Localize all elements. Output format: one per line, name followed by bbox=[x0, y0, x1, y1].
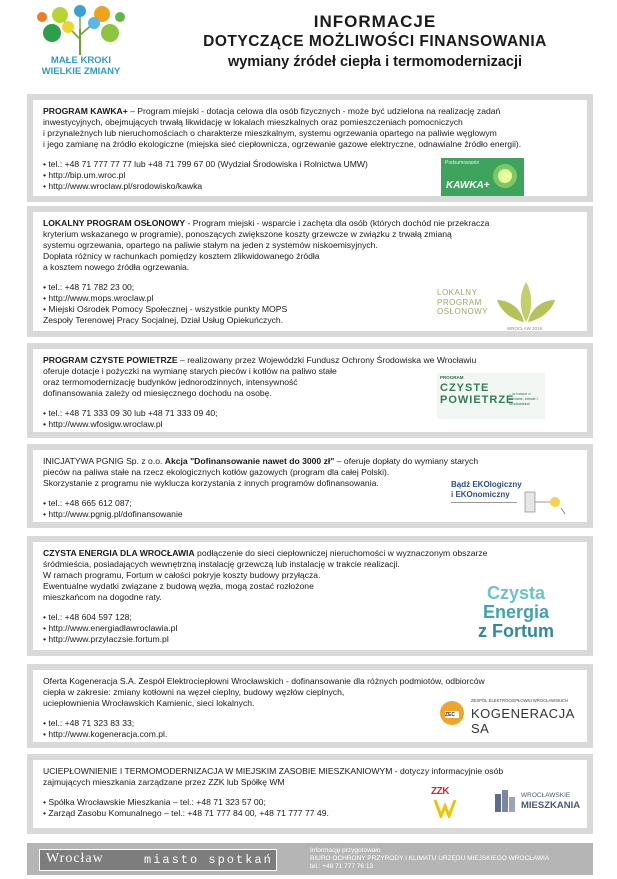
lpo-desc-5: a kosztem nowego źródła ogrzewania. bbox=[43, 262, 190, 272]
card-czysta-energia bbox=[27, 536, 593, 656]
kogeneracja-badge bbox=[439, 698, 579, 736]
pgnig-desc-2: pieców na paliwa stałe na rzecz ekologicznych kotłów gazowych (program dla całej Polski). bbox=[43, 467, 390, 477]
pgnig-badge-line-1: Bądź EKOlogiczny bbox=[451, 480, 522, 489]
zzk-logo-icon bbox=[433, 798, 457, 818]
fortum-badge-line-3: z Fortum bbox=[478, 621, 554, 641]
kawka-link-wroclaw[interactable]: • http://www.wroclaw.pl/srodowisko/kawka bbox=[43, 181, 203, 191]
czyste-desc-2: oferuje dotacje i pożyczki na wymianę starych pieców i kotłów na paliwo stałe bbox=[43, 366, 337, 376]
energia-title: CZYSTA ENERGIA DLA WROCŁAWIA bbox=[43, 548, 195, 558]
pgnig-action-title: Akcja "Dofinansowanie nawet do 3000 zł" bbox=[164, 456, 335, 466]
pgnig-tel: • tel.: +48 665 612 087; bbox=[43, 498, 132, 508]
fortum-badge-line-1: Czysta bbox=[486, 583, 546, 603]
footer-info-3: tel.: +48 71 777 76 13 bbox=[310, 863, 374, 870]
energia-tel: • tel.: +48 604 597 128; bbox=[43, 612, 132, 622]
footer-motto: miasto spotkań bbox=[144, 853, 273, 867]
lpo-link-mops[interactable]: • http://www.mops.wroclaw.pl bbox=[43, 293, 154, 303]
kawka-badge-name: KAWKA+ bbox=[446, 180, 490, 191]
kogeneracja-badge-small: ZESPÓŁ ELEKTROCIEPŁOWNI WROCŁAWSKICH bbox=[471, 698, 568, 703]
kawka-badge-top: Podsumowanie bbox=[445, 160, 480, 166]
kawka-link-bip[interactable]: • http://bip.um.wroc.pl bbox=[43, 170, 126, 180]
kogeneracja-badge-name: KOGENERACJA SA bbox=[471, 706, 575, 736]
pgnig-pre: INICJATYWA PGNIG Sp. z o.o. bbox=[43, 456, 165, 466]
czyste-title: PROGRAM CZYSTE POWIETRZE bbox=[43, 355, 178, 365]
wm-badge bbox=[493, 786, 589, 820]
logo-line-2: WIELKIE ZMIANY bbox=[41, 66, 121, 77]
campaign-logo bbox=[22, 5, 140, 95]
lpo-tel: • tel.: +48 71 782 23 00; bbox=[43, 282, 135, 292]
energia-desc-1: podłączenie do sieci ciepłowniczej nieruchomości w wyznaczonym obszarze bbox=[194, 548, 488, 558]
footer-info-1: Informację przygotowało bbox=[310, 847, 381, 854]
kawka-title: PROGRAM KAWKA+ bbox=[43, 106, 128, 116]
lpo-badge bbox=[437, 272, 567, 334]
zzk-desc-2: zajmujących mieszkania zarządzane przez ZZK lub Spółkę WM bbox=[43, 777, 285, 787]
energia-link-2[interactable]: • http://www.przylaczsie.fortum.pl bbox=[43, 634, 169, 644]
card-zasob-mieszkaniowy bbox=[27, 754, 593, 834]
zzk-badge-text: ZZK bbox=[431, 786, 449, 797]
czyste-tel: • tel.: +48 71 333 09 30 lub +48 71 333 09 40; bbox=[43, 408, 218, 418]
kawka-badge bbox=[441, 158, 524, 196]
card-czyste-powietrze bbox=[27, 343, 593, 438]
zzk-badge bbox=[429, 786, 465, 820]
card-lokalny-program bbox=[27, 206, 593, 337]
pgnig-desc-3: Skorzystanie z programu nie wyklucza korzystania z innych programów dofinansowania. bbox=[43, 478, 379, 488]
lpo-badge-line-2: PROGRAM bbox=[437, 297, 482, 307]
lpo-org-1: • Miejski Ośrodek Pomocy Społecznej - wszystkie punkty MOPS bbox=[43, 304, 288, 314]
wm-building-icon bbox=[493, 788, 517, 814]
lpo-desc-2: kryterium wskazanego w programie), ponoszących zwiększone koszty grzewcze w związku z trwałą zmianą bbox=[43, 229, 452, 239]
lpo-desc-3: systemu ogrzewania, opartego na paliwie stałym na jeden z systemów niskoemisyjnych. bbox=[43, 240, 378, 250]
zec-mark: ZEC bbox=[445, 712, 455, 718]
card-kogeneracja bbox=[27, 664, 593, 748]
kogeneracja-link[interactable]: • http://www.kogeneracja.com.pl. bbox=[43, 729, 168, 739]
page-title bbox=[150, 12, 600, 72]
tree-logo-icon bbox=[22, 5, 140, 57]
czyste-badge bbox=[437, 373, 545, 419]
logo-line-1: MAŁE KROKI bbox=[50, 55, 112, 66]
leaves-icon bbox=[495, 280, 557, 324]
kogeneracja-desc-2: ciepła w zakresie: zmiany kotłowni na węzeł cieplny, budowy węzłów cieplnych, bbox=[43, 687, 345, 697]
fortum-badge-line-2: Energia bbox=[482, 602, 550, 622]
kawka-flame-icon bbox=[491, 162, 519, 190]
kogeneracja-desc-1: Oferta Kogeneracja S.A. Zespół Elektrociepłowni Wrocławskich - dofinansowanie dla różnych podmiotów, odbiorców bbox=[43, 676, 485, 686]
czyste-badge-line-2: POWIETRZE bbox=[440, 394, 515, 406]
czyste-link-wfos[interactable]: • http://www.wfosigw.wroclaw.pl bbox=[43, 419, 163, 429]
title-line-2: DOTYCZĄCE MOŻLIWOŚCI FINANSOWANIA bbox=[203, 33, 547, 50]
wroclaw-brand bbox=[39, 849, 277, 871]
energia-desc-2: śródmieścia, posiadających wewnętrzną instalację grzewczą lub instalację w trakcie realizacji. bbox=[43, 559, 400, 569]
kawka-desc-4: i jego zamianę na źródło ekologiczne (miejska sieć ciepłownicza, ogrzewanie gazowe elektryczne, odnawialne źródło energii). bbox=[43, 139, 522, 149]
energia-desc-5: mieszkańcom na dogodne raty. bbox=[43, 592, 162, 602]
czyste-badge-tag: – w trosce o zdrowie, klimat i środowisko! bbox=[509, 391, 538, 406]
energia-link-1[interactable]: • http://www.energiadlawroclawia.pl bbox=[43, 623, 178, 633]
footer-info-2: BIURO OCHRONY PRZYRODY I KLIMATU URZĘDU MIEJSKIEGO WROCŁAWIA bbox=[310, 855, 550, 862]
czyste-badge-line-1: CZYSTE bbox=[440, 382, 490, 394]
energia-desc-4: Ewentualne wydatki związane z budową węzła, mogą zostać rozłożone bbox=[43, 581, 314, 591]
footer bbox=[27, 843, 593, 875]
lpo-title: LOKALNY PROGRAM OSŁONOWY bbox=[43, 218, 186, 228]
zzk-item-1: • Spółka Wrocławskie Mieszkania – tel.: +48 71 323 57 00; bbox=[43, 797, 266, 807]
card-pgnig bbox=[27, 444, 593, 528]
pgnig-desc-1: – oferuje dopłaty do wymiany starych bbox=[334, 456, 479, 466]
kawka-desc-2: inwestycyjnych, obejmujących trwałą likwidację w lokalach mieszkalnych oraz pomieszczeniach pomocniczych bbox=[43, 117, 463, 127]
fortum-badge bbox=[461, 584, 571, 648]
lpo-desc-4: Dopłata różnicy w rachunkach pomiędzy kosztem zlikwidowanego źródła bbox=[43, 251, 320, 261]
lpo-badge-year: WROCŁAW 2016 bbox=[507, 326, 543, 331]
czyste-desc-1: – realizowany przez Wojewódzki Fundusz Ochrony Środowiska we Wrocławiu bbox=[177, 355, 477, 365]
title-line-1: INFORMACJE bbox=[313, 12, 437, 31]
czyste-desc-3: oraz termomodernizację budynków jednorodzinnych, intensywność bbox=[43, 377, 298, 387]
pgnig-badge bbox=[451, 478, 571, 524]
kogeneracja-desc-3: uciepłownienia Wrocławskich Kamienic, sieci lokalnych. bbox=[43, 698, 255, 708]
wm-badge-line-1: WROCŁAWSKIE bbox=[521, 792, 571, 799]
zzk-desc-1: UCIEPŁOWNIENIE I TERMOMODERNIZACJA W MIEJSKIM ZASOBIE MIESZKANIOWYM - dotyczy informacyjnie osób bbox=[43, 766, 504, 776]
footer-city: Wrocław bbox=[46, 851, 104, 866]
boiler-icon bbox=[521, 488, 567, 518]
kawka-tel: • tel.: +48 71 777 77 77 lub +48 71 799 67 00 (Wydział Środowiska i Rolnictwa UMW) bbox=[43, 159, 368, 169]
kawka-desc-3: i przynależnych lub nieruchomościach o charakterze mieszkalnym, systemu ogrzewania opartego na paliwie węglowym bbox=[43, 128, 497, 138]
wm-badge-line-2: MIESZKANIA bbox=[521, 800, 581, 811]
zzk-item-2: • Zarząd Zasobu Komunalnego – tel.: +48 71 777 84 00, +48 71 777 77 49. bbox=[43, 808, 329, 818]
czyste-badge-small: PROGRAM bbox=[440, 375, 464, 380]
lpo-desc-1: - Program miejski - wsparcie i zachęta dla osób (których dochód nie przekracza bbox=[185, 218, 490, 228]
kogeneracja-tel: • tel.: +48 71 323 83 33; bbox=[43, 718, 135, 728]
kawka-desc-1: – Program miejski - dotacja celowa dla osób fizycznych - może być udzielona na realizację zadań bbox=[127, 106, 501, 116]
lpo-badge-line-1: LOKALNY bbox=[437, 288, 478, 297]
title-line-3: wymiany źródeł ciepła i termomodernizacji bbox=[227, 54, 523, 70]
pgnig-link[interactable]: • http://www.pgnig.pl/dofinansowanie bbox=[43, 509, 183, 519]
pgnig-badge-line-2: i EKOnomiczny bbox=[451, 490, 510, 499]
lpo-badge-line-3: OSŁONOWY bbox=[437, 307, 489, 316]
czyste-desc-4: dofinansowania zależy od miesięcznego dochodu na osobę. bbox=[43, 388, 272, 398]
card-kawka bbox=[27, 94, 593, 202]
energia-desc-3: W ramach programu, Fortum w całości pokryje koszty budowy przyłącza. bbox=[43, 570, 321, 580]
lpo-org-2: Zespoły Terenowej Pracy Socjalnej, Dział Usług Opiekuńczych. bbox=[43, 315, 284, 325]
